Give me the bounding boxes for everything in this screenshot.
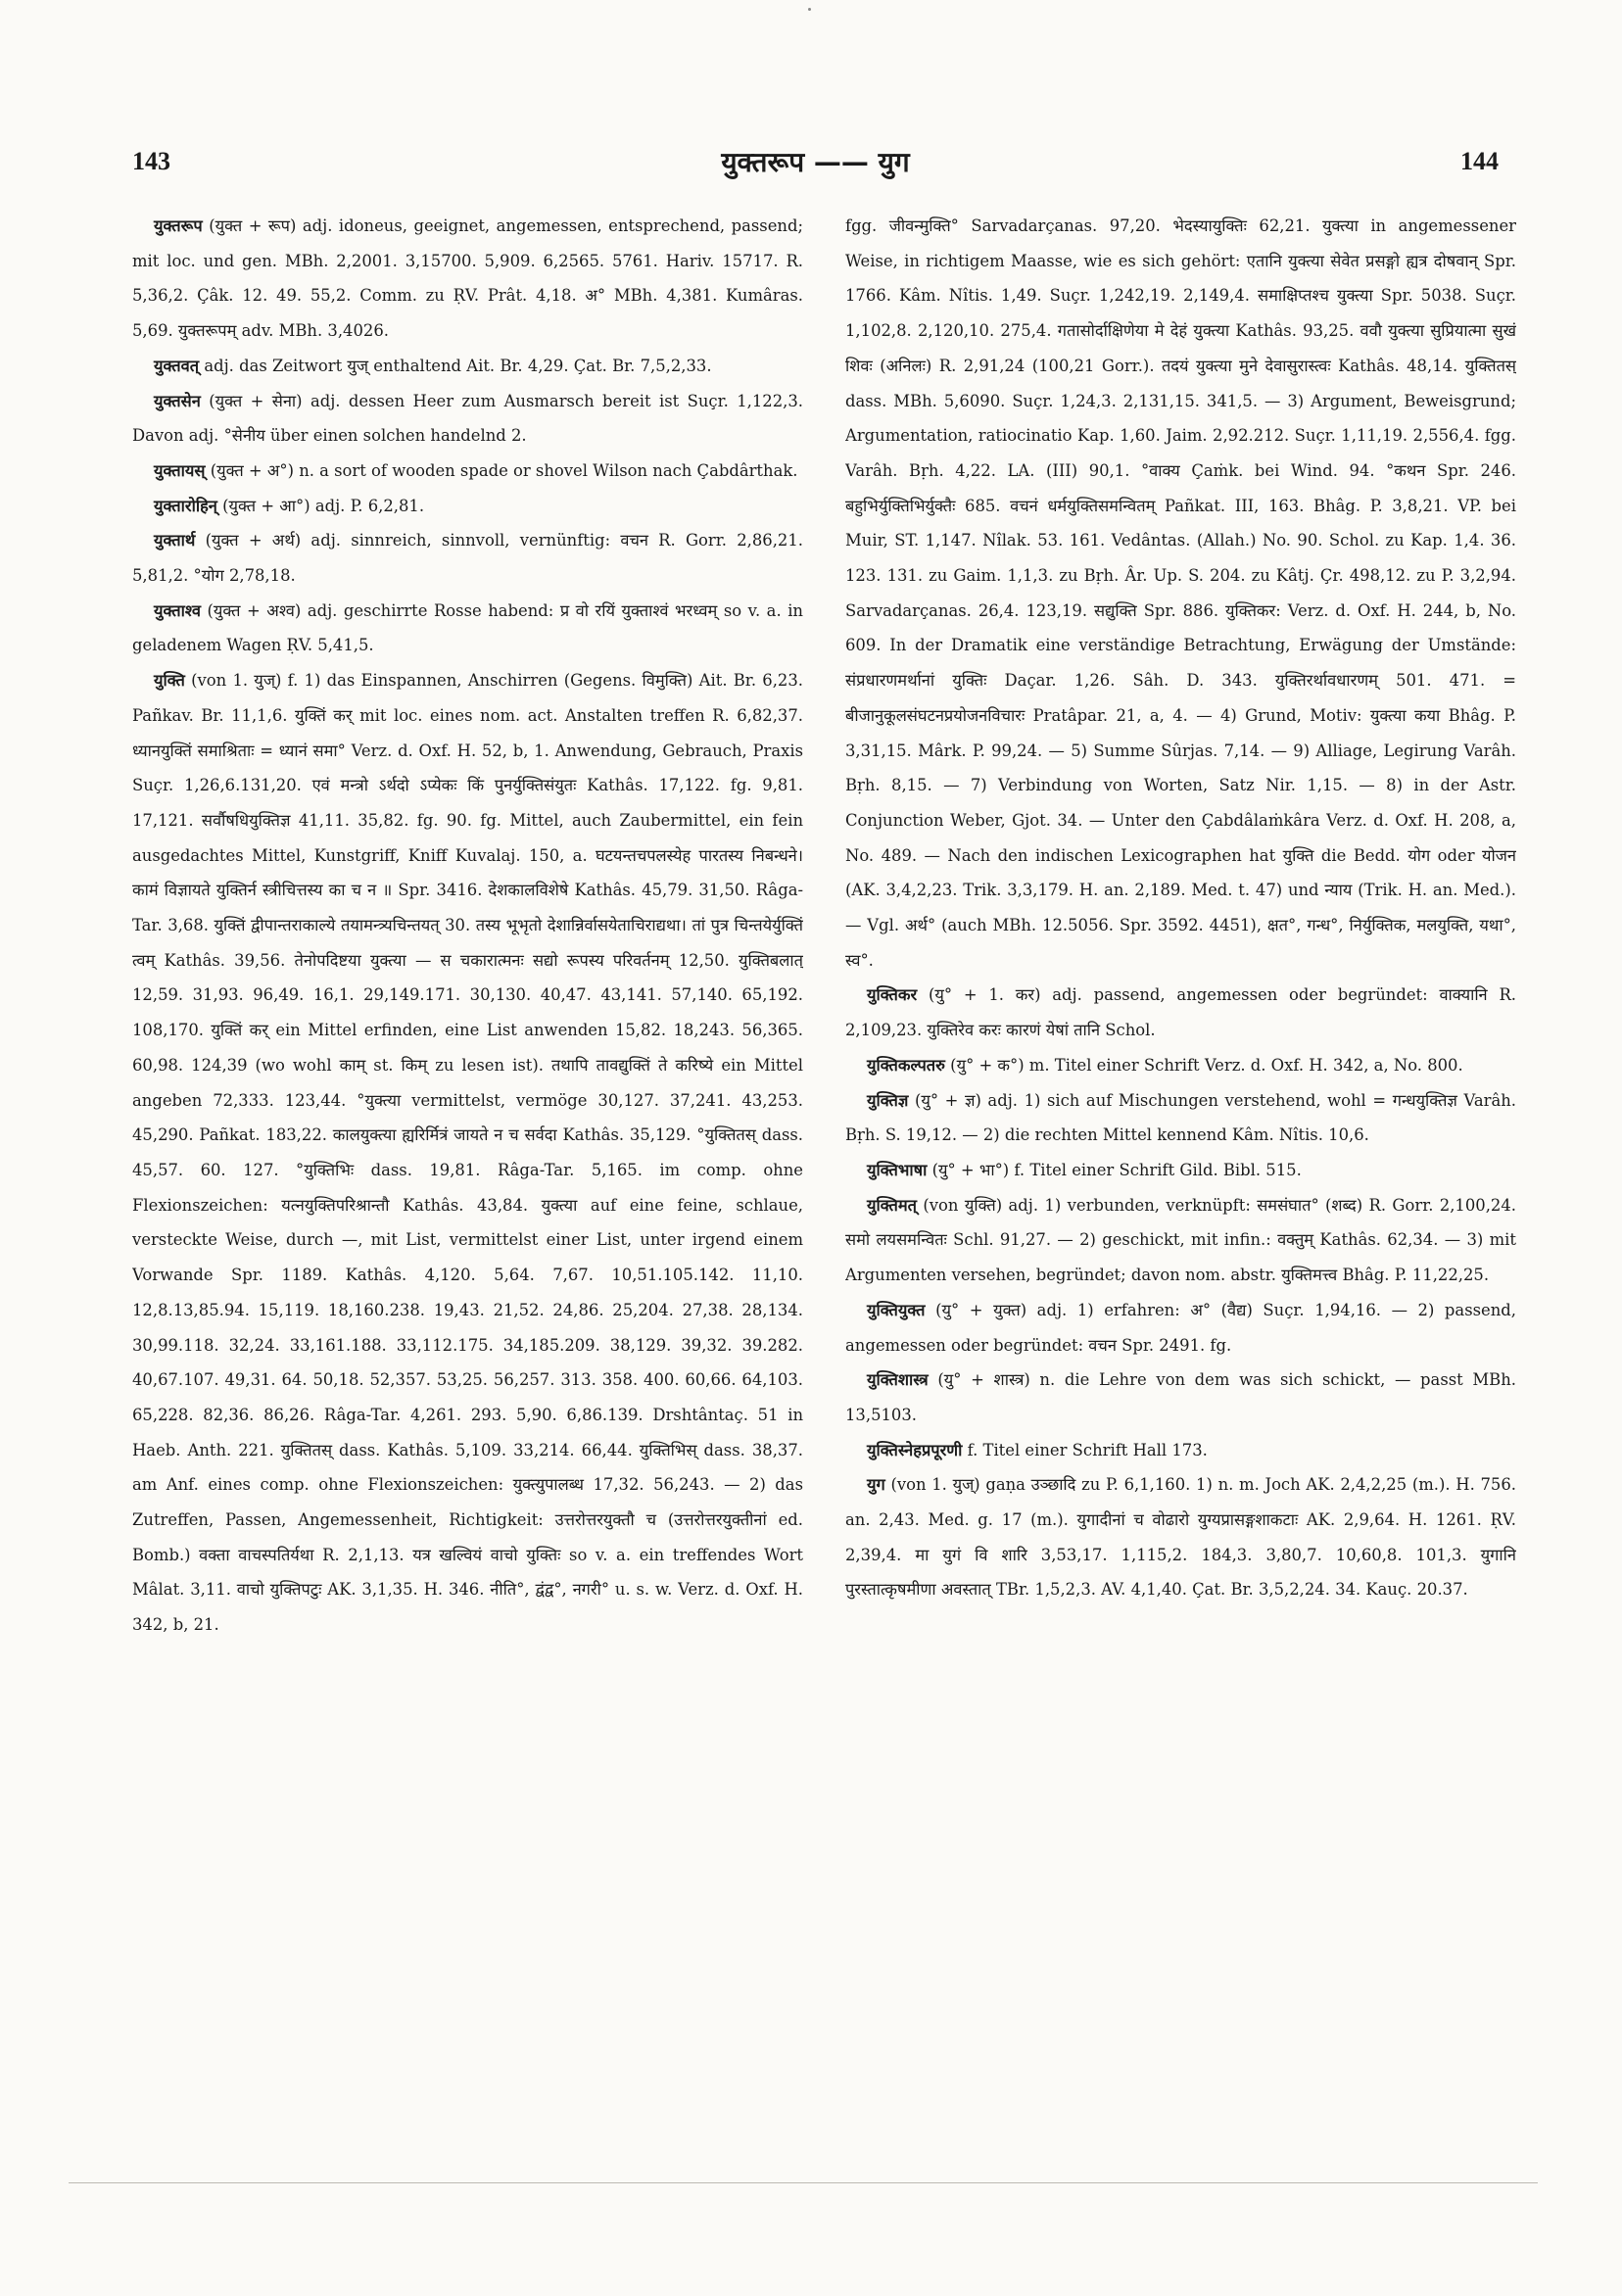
entry-headword: युक्ति [154,671,185,691]
dictionary-entry [132,454,803,489]
dictionary-entry [132,384,803,454]
entry-text: fgg. जीवन्मुक्ति° Sarvadarçanas. 97,20. भेदस्यायुक्तिः 62,21. युक्त्या in angemessener Weise, in richtigem Maasse, wie es sich gehört: एतानि युक्त्या सेवेत प्रसङ्गो ह्यत्र दोषवान् Spr. 1766. Kâm. Nîtis. 1,49. Suçr. 1,242,19. 2,149,4. समाक्षिप्तश्च युक्त्या Spr. 5038. Suçr. 1,102,8. 2,120,10. 275,4. गतासोर्दाक्षिणेया मे देहं युक्त्या Kathâs. 93,25. ववौ युक्त्या सुप्रियात्मा सुखं शिवः (अनिलः) R. 2,91,24 (100,21 Gorr.). तदयं युक्त्या मुने देवासुरास्त्वः Kathâs. 48,14. युक्तितस् dass. MBh. 5,6090. Suçr. 1,24,3. 2,131,15. 341,5. — 3) Argument, Beweisgrund; Argumentation, ratiocinatio Kap. 1,60. Jaim. 2,92.212. Suçr. 1,11,19. 2,556,4. fgg. Varâh. Bṛh. 4,22. LA. (III) 90,1. °वाक्य Çaṁk. bei Wind. 94. °कथन Spr. 246. बहुभिर्युक्तिभिर्युक्तैः 685. वचनं धर्मयुक्तिसमन्वितम् Pañkat. III, 163. Bhâg. P. 3,8,21. VP. bei Muir, ST. 1,147. Nîlak. 53. 161. Vedântas. (Allah.) No. 90. Schol. zu Kap. 1,4. 36. 123. 131. zu Gaim. 1,1,3. zu Bṛh. Âr. Up. S. 204. zu Kâtj. Çr. 498,12. zu P. 3,2,94. Sarvadarçanas. 26,4. 123,19. सद्युक्ति Spr. 886. युक्तिकर: Verz. d. Oxf. H. 244, b, No. 609. In der Dramatik eine verständige Betrachtung, Erwägung der Umstände: संप्रधारणमर्थानां युक्तिः Daçar. 1,26. Sâh. D. 343. युक्तिरर्थावधारणम् 501. 471. = बीजानुकूलसंघटनप्रयोजनविचारः Pratâpar. 21, a, 4. — 4) Grund, Motiv: युक्त्या कया Bhâg. P. 3,31,15. Mârk. P. 99,24. — 5) Summe Sûrjas. 7,14. — 9) Alliage, Legirung Varâh. Bṛh. 8,15. — 7) Verbindung von Worten, Satz Nir. 1,15. — 8) in der Astr. Conjunction Weber, Gjot. 34. — Unter den Çabdâlaṁkâra Verz. d. Oxf. H. 208, a, No. 489. — Nach den indischen Lexicographen hat युक्ति die Bedd. योग oder योजन (AK. 3,4,2,23. Trik. 3,3,179. H. an. 2,189. Med. t. 47) und न्याय (Trik. H. an. Med.). — Vgl. अर्थ° (auch MBh. 12.5056. Spr. 3592. 4451), क्षत°, गन्ध°, निर्युक्तिक, मलयुक्ति, यथा°, स्व°. [845,216,1516,970]
dictionary-entry [845,209,1516,978]
dictionary-entry [845,1433,1516,1468]
entry-headword: युक्तिकल्पतरु [867,1055,945,1075]
entry-text: adj. das Zeitwort युज् enthaltend Ait. Br. 4,29. Çat. Br. 7,5,2,33. [204,356,712,375]
dictionary-entry [845,1293,1516,1363]
entry-headword: युक्तिभाषा [867,1160,928,1179]
entry-headword: युक्तरूप [154,216,203,235]
print-speck [808,8,811,11]
running-head: युक्तरूप —— युग [721,146,910,178]
left-column [132,209,803,2119]
dictionary-entry [132,489,803,524]
entry-text: (von युक्ति) adj. 1) verbunden, verknüpft: समसंघात° (शब्द) R. Gorr. 2,100,24. समो लयसमन्वितः Schl. 91,27. — 2) geschickt, mit infin.: वक्तुम् Kathâs. 62,34. — 3) mit Argumenten versehen, begründet; davon nom. abstr. युक्तिमत्त्व Bhâg. P. 11,22,25. [845,1195,1516,1285]
dictionary-entry [845,1363,1516,1432]
dictionary-entry [132,523,803,593]
page-number-right: 144 [1460,147,1499,175]
entry-text: (युक्त + अ°) n. a sort of wooden spade or shovel Wilson nach Çabdârthak. [210,460,798,480]
entry-text: (यु° + ज्ञ) adj. 1) sich auf Mischungen verstehend, wohl = गन्धयुक्तिज्ञ Varâh. Bṛh. S. 19,12. — 2) die rechten Mittel kennend Kâm. Nîtis. 10,6. [845,1090,1516,1145]
entry-headword: युक्तिमत् [867,1195,918,1215]
dictionary-entry [845,1188,1516,1293]
entry-headword: युक्तसेन [154,391,201,410]
entry-headword: युक्ताश्व [154,600,201,620]
entry-headword: युक्तारोहिन् [154,496,217,515]
dictionary-entry [845,1083,1516,1153]
entry-headword: युक्तायस् [154,460,206,480]
dictionary-entry [132,594,803,663]
right-column [845,209,1516,2119]
entry-headword: युक्तिकर [867,985,918,1005]
entry-headword: युग [867,1475,885,1495]
entry-text: (युक्त + रूप) adj. idoneus, geeignet, angemessen, entsprechend, passend; mit loc. und gen. MBh. 2,2001. 3,15700. 5,909. 6,2565. 5761. Hariv. 15717. R. 5,36,2. Çâk. 12. 49. 55,2. Comm. zu ṚV. Prât. 4,18. अ° MBh. 4,381. Kumâras. 5,69. युक्तरूपम् adv. MBh. 3,4026. [132,216,803,341]
entry-text: (यु° + क°) m. Titel einer Schrift Verz. d. Oxf. H. 342, a, No. 800. [950,1055,1463,1075]
entry-text: (von 1. युज्) gaṇa उञ्छादि zu P. 6,1,160. 1) n. m. Joch AK. 2,4,2,25 (m.). H. 756. an. 2,43. Med. g. 17 (m.). युगादीनां च वोढारो युग्यप्रासङ्गशाकटाः AK. 2,9,64. H. 1261. ṚV. 2,39,4. मा युगं वि शारि 3,53,17. 1,115,2. 184,3. 3,80,7. 10,60,8. 101,3. युगानि पुरस्तात्कृषमीणा अवस्तात् TBr. 1,5,2,3. AV. 4,1,40. Çat. Br. 3,5,2,24. 34. Kauç. 20.37. [845,1475,1516,1600]
footer-rule [69,2182,1538,2183]
entry-headword: युक्तिस्नेहप्रपूरणी [867,1440,963,1459]
dictionary-entry [845,1048,1516,1083]
entry-text: (युक्त + सेना) adj. dessen Heer zum Ausmarsch bereit ist Suçr. 1,122,3. Davon adj. °सेनीय über einen solchen handelnd 2. [132,391,803,446]
dictionary-entry [845,978,1516,1047]
entry-text: (युक्त + अश्व) adj. geschirrte Rosse habend: प्र वो रयिं युक्ताश्वं भरध्वम् so v. a. in geladenem Wagen ṚV. 5,41,5. [132,600,803,655]
entry-headword: युक्तिज्ञ [867,1090,909,1110]
entry-headword: युक्तियुक्त [867,1300,926,1319]
entry-text: f. Titel einer Schrift Hall 173. [967,1440,1208,1459]
entry-text: (von 1. युज्) f. 1) das Einspannen, Anschirren (Gegens. विमुक्ति) Ait. Br. 6,23. Pañkav. Br. 11,1,6. युक्तिं कर् mit loc. eines nom. act. Anstalten treffen R. 6,82,37. ध्यानयुक्तिं समाश्रिताः = ध्यानं समा° Verz. d. Oxf. H. 52, b, 1. Anwendung, Gebrauch, Praxis Suçr. 1,26,6.131,20. एवं मन्त्रो ऽर्थदो ऽप्येकः किं पुनर्युक्तिसंयुतः Kathâs. 17,122. fg. 9,81. 17,121. सर्वौषधियुक्तिज्ञ 41,11. 35,82. fg. 90. fg. Mittel, auch Zaubermittel, ein fein ausgedachtes Mittel, Kunstgriff, Kniff Kuvalaj. 150, a. घटयन्तचपलस्येह पारतस्य निबन्धने। कामं विज्ञायते युक्तिर्न स्त्रीचित्तस्य का च न ॥ Spr. 3416. देशकालविशेषे Kathâs. 45,79. 31,50. Râga-Tar. 3,68. युक्तिं द्वीपान्तराकाल्ये तयामन्त्र्यचिन्तयत् 30. तस्य भूभृतो देशान्निर्वासयेताचिराद्यथा। तां पुत्र चिन्तयेर्युक्तिं त्वम् Kathâs. 39,56. तेनोपदिष्टया युक्त्या — स चकारात्मनः सद्यो रूपस्य परिवर्तनम् 12,50. युक्तिबलात् 12,59. 31,93. 96,49. 16,1. 29,149.171. 30,130. 40,47. 43,141. 57,140. 65,192. 108,170. युक्तिं कर् ein Mittel erfinden, eine List anwenden 15,82. 18,243. 56,365. 60,98. 124,39 (wo wohl काम् st. किम् zu lesen ist). तथापि तावद्युक्तिं ते करिष्ये ein Mittel angeben 72,333. 123,44. °युक्त्या vermittelst, vermöge 30,127. 37,241. 43,253. 45,290. Pañkat. 183,22. कालयुक्त्या ह्यरिर्मित्रं जायते न च सर्वदा Kathâs. 35,129. °युक्तितस् dass. 45,57. 60. 127. °युक्तिभिः dass. 19,81. Râga-Tar. 5,165. im comp. ohne Flexionszeichen: यत्नयुक्तिपरिश्रान्तौ Kathâs. 43,84. युक्त्या auf eine feine, schlaue, versteckte Weise, durch —, mit List, vermittelst einer List, unter irgend einem Vorwande Spr. 1189. Kathâs. 4,120. 5,64. 7,67. 10,51.105.142. 11,10. 12,8.13,85.94. 15,119. 18,160.238. 19,43. 21,52. 24,86. 25,204. 27,38. 28,134. 30,99.118. 32,24. 33,161.188. 33,112.175. 34,185.209. 38,129. 39,32. 39.282. 40,67.107. 49,31. 64. 50,18. 52,357. 53,25. 56,257. 313. 358. 400. 60,66. 64,103. 65,228. 82,36. 86,26. Râga-Tar. 4,261. 293. 5,90. 6,86.139. Drshtântaç. 51 in Haeb. Anth. 221. युक्तितस् dass. Kathâs. 5,109. 33,214. 66,44. युक्तिभिस् dass. 38,37. am Anf. eines comp. ohne Flexionszeichen: युक्त्युपालब्ध 17,32. 56,243. — 2) das Zutreffen, Passen, Angemessenheit, Richtigkeit: उत्तरोत्तरयुक्तौ च (उत्तरोत्तरयुक्तीनां ed. Bomb.) वक्ता वाचस्पतिर्यथा R. 2,1,13. यत्र खल्वियं वाचो युक्तिः so v. a. ein treffendes Wort Mâlat. 3,11. वाचो युक्तिपटुः AK. 3,1,35. H. 346. नीति°, द्वंद्व°, नगरी° u. s. w. Verz. d. Oxf. H. 342, b, 21. [132,671,803,1635]
entry-text: (युक्त + अर्थ) adj. sinnreich, sinnvoll, vernünftig: वचन R. Gorr. 2,86,21. 5,81,2. °योग 2,78,18. [132,531,803,586]
page-header [132,147,1499,186]
entry-text: (युक्त + आ°) adj. P. 6,2,81. [222,496,425,515]
dictionary-entry [132,349,803,384]
page-number-left: 143 [132,147,170,175]
entry-text: (यु° + शास्त्र) n. die Lehre von dem was sich schickt, — passt MBh. 13,5103. [845,1370,1516,1424]
entry-headword: युक्तिशास्त्र [867,1370,929,1390]
dictionary-entry [845,1467,1516,1607]
entry-text: (यु° + भा°) f. Titel einer Schrift Gild. Bibl. 515. [931,1160,1302,1179]
entry-headword: युक्तार्थ [154,531,196,550]
dictionary-entry [845,1153,1516,1188]
dictionary-entry [132,663,803,1643]
entry-text: (यु° + 1. कर) adj. passend, angemessen oder begründet: वाक्यानि R. 2,109,23. युक्तिरेव करः कारणं येषां तानि Schol. [845,985,1516,1040]
dictionary-entry [132,209,803,349]
entry-text: (यु° + युक्त) adj. 1) erfahren: अ° (वैद्य) Suçr. 1,94,16. — 2) passend, angemessen oder begründet: वचन Spr. 2491. fg. [845,1300,1516,1355]
entry-headword: युक्तवत् [154,356,200,375]
